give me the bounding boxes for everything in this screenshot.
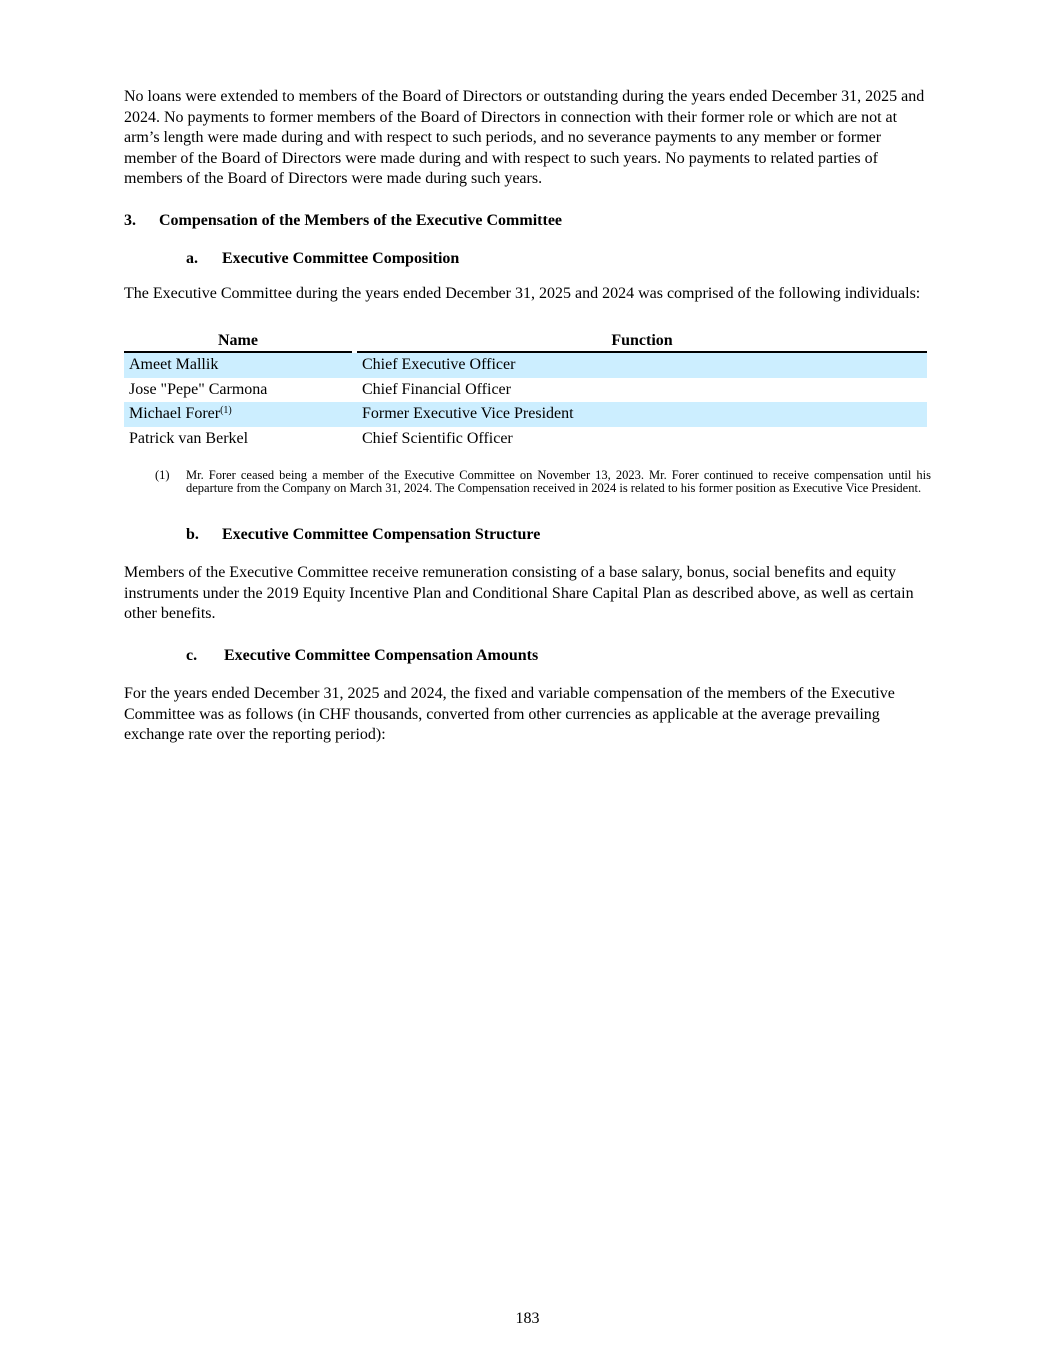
subsection-a-title: Executive Committee Composition <box>222 250 460 267</box>
table-row <box>124 353 927 378</box>
section-3-number: 3. <box>124 212 136 229</box>
table-row <box>124 427 927 452</box>
row-function-cell: Chief Financial Officer <box>362 380 511 398</box>
member-name: Jose "Pepe" Carmona <box>129 380 268 398</box>
member-name: Michael Forer <box>129 405 221 422</box>
page-number: 183 <box>515 1310 540 1327</box>
row-name-cell <box>129 353 218 377</box>
subsection-a-body: The Executive Committee during the years ended December 31, 2025 and 2024 was comprised of the following individuals: <box>124 285 921 302</box>
row-name-cell <box>129 402 232 426</box>
footnote-text: Mr. Forer ceased being a member of the Executive Committee on November 13, 2023. Mr. Forer continued to receive compensation until his departure from the Company on March 31, 2024. The Compensation received in 2024 is related to his former position as Executive Vice President. <box>186 468 931 496</box>
column-header-name: Name <box>124 331 352 353</box>
table-footnote <box>155 469 931 496</box>
member-name: Ameet Mallik <box>129 356 219 373</box>
subsection-b-letter: b. <box>186 526 199 543</box>
row-name-cell <box>129 427 248 451</box>
subsection-a-heading <box>186 249 459 269</box>
section-3-title: Compensation of the Members of the Executive Committee <box>159 212 563 229</box>
subsection-b-body: Members of the Executive Committee receive remuneration consisting of a base salary, bonus, social benefits and equity instruments under the 2019 Equity Incentive Plan and Conditional Share Capital Plan as described above, as well as certain other benefits. <box>124 564 914 623</box>
column-header-function: Function <box>357 331 927 353</box>
table-row <box>124 402 927 427</box>
table-header <box>124 331 927 353</box>
row-function-cell: Chief Executive Officer <box>362 356 516 373</box>
subsection-c-body: For the years ended December 31, 2025 and 2024, the fixed and variable compensation of the members of the Executive Committee was as follows (in CHF thousands, converted from other currencies as applicable at the average prevailing exchange rate over the reporting period): <box>124 685 895 744</box>
row-function-cell: Former Executive Vice President <box>362 405 574 422</box>
footnote-ref: (1) <box>220 405 232 416</box>
executive-committee-table <box>124 331 927 451</box>
subsection-c-heading <box>186 646 538 666</box>
subsection-a-letter: a. <box>186 250 198 267</box>
subsection-b-heading <box>186 525 540 545</box>
subsection-b-title: Executive Committee Compensation Structure <box>222 526 541 543</box>
row-function-cell: Chief Scientific Officer <box>362 429 513 447</box>
subsection-c-title: Executive Committee Compensation Amounts <box>224 647 539 664</box>
intro-paragraph: No loans were extended to members of the Board of Directors or outstanding during the years ended December 31, 2025 and 2024. No payments to former members of the Board of Directors in connection with their former role or which are not at arm’s length were made during and with respect to such periods, and no severance payments to any member or former member of the Board of Directors were made during and with respect to such years. No payments to related parties of members of the Board of Directors were made during such years. <box>124 88 925 188</box>
subsection-c-letter: c. <box>186 647 198 664</box>
section-3-heading <box>124 211 562 231</box>
table-row <box>124 378 927 403</box>
member-name: Patrick van Berkel <box>129 429 249 447</box>
row-name-cell <box>129 378 267 402</box>
footnote-number: (1) <box>155 468 170 482</box>
